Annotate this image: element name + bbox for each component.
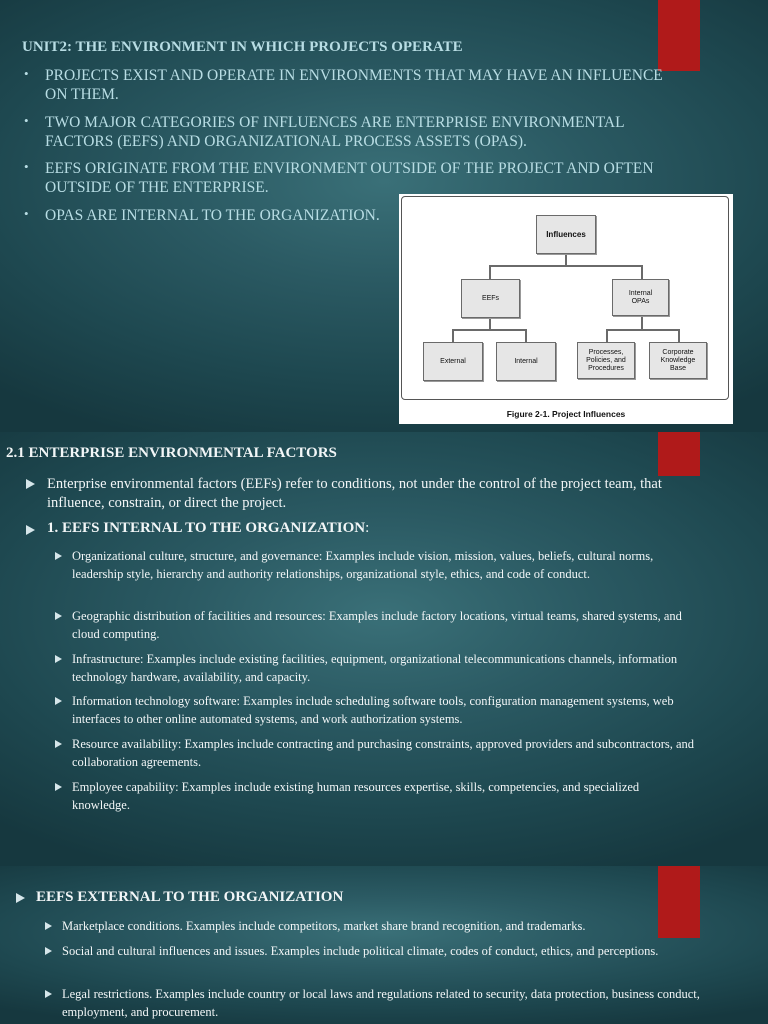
- node-influences: Influences: [536, 215, 596, 254]
- connector: [452, 329, 526, 331]
- connector: [606, 329, 608, 342]
- connector: [452, 329, 454, 342]
- subheading: [47, 520, 667, 537]
- accent-tab: [658, 432, 700, 476]
- connector: [641, 317, 643, 329]
- bullet-arrow-icon: [16, 893, 25, 903]
- connector: [489, 317, 491, 329]
- bullet-text: PROJECTS EXIST AND OPERATE IN ENVIRONMENTS THAT MAY HAVE AN INFLUENCE ON THEM.: [45, 67, 663, 103]
- node-eefs: EEFs: [461, 279, 520, 318]
- bullet-arrow-icon: [26, 479, 35, 489]
- list-item: Marketplace conditions. Examples include competitors, market share brand recognition, and trademarks.: [62, 919, 586, 933]
- accent-tab: [658, 0, 700, 71]
- subheading-suffix: :: [365, 520, 370, 536]
- slide-title: UNIT2: THE ENVIRONMENT IN WHICH PROJECTS OPERATE: [22, 39, 463, 55]
- node-internal-opas: Internal OPAs: [612, 279, 669, 316]
- connector: [489, 265, 491, 279]
- connector: [525, 329, 527, 342]
- list-item: Legal restrictions. Examples include country or local laws and regulations related to security, data protection, business conduct, employment, and procurement.: [62, 987, 700, 1019]
- bullet-dot: •: [24, 113, 29, 128]
- intro-text: Enterprise environmental factors (EEFs) refer to conditions, not under the control of the project team, that influence, constrain, or direct the project.: [47, 476, 662, 511]
- connector: [489, 265, 642, 267]
- bullet-arrow-icon: [55, 655, 62, 663]
- bullet-dot: •: [24, 66, 29, 81]
- project-influences-figure: [399, 194, 733, 424]
- section-heading: EEFS EXTERNAL TO THE ORGANIZATION: [36, 889, 344, 905]
- bullet-arrow-icon: [55, 552, 62, 560]
- list-item: Employee capability: Examples include existing human resources expertise, skills, competencies, and specialized knowledge.: [72, 780, 640, 812]
- bullet-arrow-icon: [26, 525, 35, 535]
- section-heading: 2.1 ENTERPRISE ENVIRONMENTAL FACTORS: [6, 445, 337, 461]
- connector: [606, 329, 679, 331]
- slide-1: [0, 0, 768, 432]
- list-item: Organizational culture, structure, and governance: Examples include vision, mission, values, beliefs, cultural norms, leadership style, hierarchy and authority relationships, organizational style, ethics, and code of conduct.: [72, 549, 654, 581]
- bullet-arrow-icon: [45, 990, 52, 998]
- slide-2: [0, 432, 768, 866]
- connector: [641, 265, 643, 279]
- bullet-text: EEFS ORIGINATE FROM THE ENVIRONMENT OUTSIDE OF THE PROJECT AND OFTEN OUTSIDE OF THE ENTERPRISE.: [45, 160, 654, 196]
- bullet-dot: •: [24, 159, 29, 174]
- list-item: Social and cultural influences and issues. Examples include political climate, codes of conduct, ethics, and perceptions.: [62, 944, 659, 958]
- list-item: Infrastructure: Examples include existing facilities, equipment, organizational telecommunications channels, information technology hardware, availability, and capacity.: [72, 652, 678, 684]
- slide-3: [0, 866, 768, 1024]
- bullet-arrow-icon: [55, 740, 62, 748]
- node-internal: Internal: [496, 342, 556, 381]
- node-knowledge-base: Corporate Knowledge Base: [649, 342, 707, 379]
- bullet-dot: •: [24, 206, 29, 221]
- bullet-text: TWO MAJOR CATEGORIES OF INFLUENCES ARE ENTERPRISE ENVIRONMENTAL FACTORS (EEFS) AND ORGANIZATIONAL PROCESS ASSETS (OPAS).: [45, 114, 625, 150]
- bullet-arrow-icon: [55, 612, 62, 620]
- node-processes: Processes, Policies, and Procedures: [577, 342, 635, 379]
- figure-caption: Figure 2-1. Project Influences: [506, 409, 626, 419]
- bullet-arrow-icon: [55, 783, 62, 791]
- bullet-arrow-icon: [55, 697, 62, 705]
- connector: [678, 329, 680, 342]
- subheading-text: 1. EEFS INTERNAL TO THE ORGANIZATION: [47, 520, 366, 536]
- bullet-arrow-icon: [45, 947, 52, 955]
- list-item: Resource availability: Examples include contracting and purchasing constraints, approved providers and subcontractors, and collaboration agreements.: [72, 737, 695, 769]
- bullet-text: OPAS ARE INTERNAL TO THE ORGANIZATION.: [45, 207, 380, 224]
- bullet-arrow-icon: [45, 922, 52, 930]
- list-item: Information technology software: Examples include scheduling software tools, configuration management systems, web interfaces to other online automated systems, and work authorization systems.: [72, 694, 674, 726]
- node-external: External: [423, 342, 483, 381]
- list-item: Geographic distribution of facilities and resources: Examples include factory locations, virtual teams, shared systems, and cloud computing.: [72, 609, 682, 641]
